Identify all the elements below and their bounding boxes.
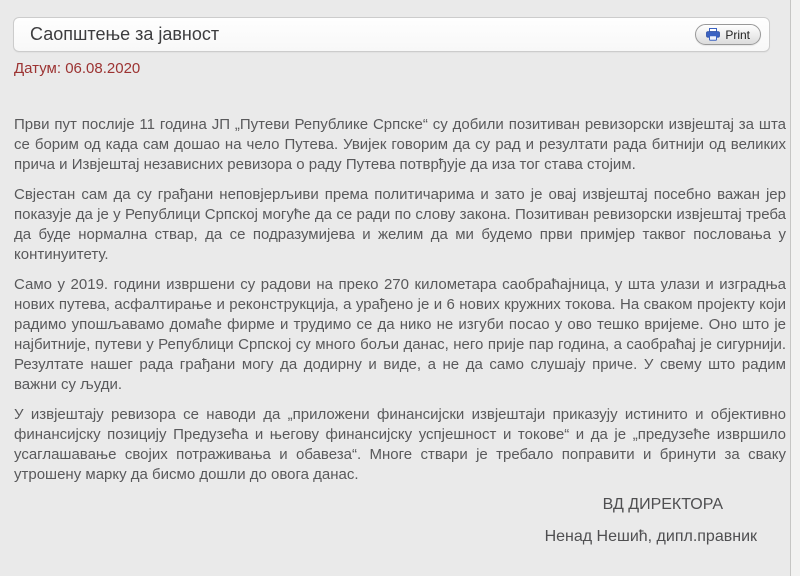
press-release-body bbox=[14, 115, 786, 547]
article-paragraph: Свјестан сам да су грађани неповјерљиви према политичарима и зато је овај извјештај посебно важан јер показује да је у Републици Српској могуће да се ради по слову закона. Позитиван ревизорски извјештај треба да буде нормална ствар, да се подразумијева и желим да ми будемо први примјер таквог пословања у континуитету. bbox=[14, 186, 786, 263]
signature-role: ВД ДИРЕКТОРА bbox=[602, 496, 723, 513]
article-paragraph: У извјештају ревизора се наводи да „приложени финансијски извјештаји приказују истинито и објективно финансијску позицију Предузећа и његову финансијску успјешност и токове“ и да је „предузеће извршило усаглашавање својих потраживања и обавеза“. Многе ствари је требало поправити и бринути за сваку утрошену марку да бисмо дошли до овога данас. bbox=[14, 406, 786, 483]
signature-name: Ненад Нешић, дипл.правник bbox=[544, 528, 757, 545]
article-paragraph: Први пут послије 11 година ЈП „Путеви Републике Српске“ су добили позитиван ревизорски извјештај за шта се борим од када сам дошао на чело Путева. Увијек говорим да су рад и резултати рада битнији од великих прича и Извјештај независних ревизора о раду Путева потврђује да иза тог става стојим. bbox=[14, 116, 786, 173]
print-button-label: Print bbox=[725, 27, 750, 42]
print-button[interactable] bbox=[695, 24, 761, 45]
article-paragraph: Само у 2019. години извршени су радови на преко 270 километара саобраћајница, у шта улази и изградња нових путева, асфалтирање и реконструкција, а урађено је и 6 нових кружних токова. На сваком пројекту који радимо упошљавамо домаће фирме и трудимо се да нико не изгуби посао у ово тешко вријеме. Оно што је најбитније, путеви у Републици Српској су много бољи данас, него прије пар година, а саобраћај је сигурнији. Резултате нашег рада грађани могу да додирну и виде, а не да само слушају приче. У свему што радим важни су људи. bbox=[14, 276, 786, 393]
page-title: Саопштење за јавност bbox=[30, 24, 220, 44]
date-label: Датум: 06.08.2020 bbox=[14, 60, 141, 77]
title-bar bbox=[13, 17, 770, 52]
scrollbar-track[interactable] bbox=[790, 0, 800, 576]
printer-icon bbox=[706, 28, 720, 41]
